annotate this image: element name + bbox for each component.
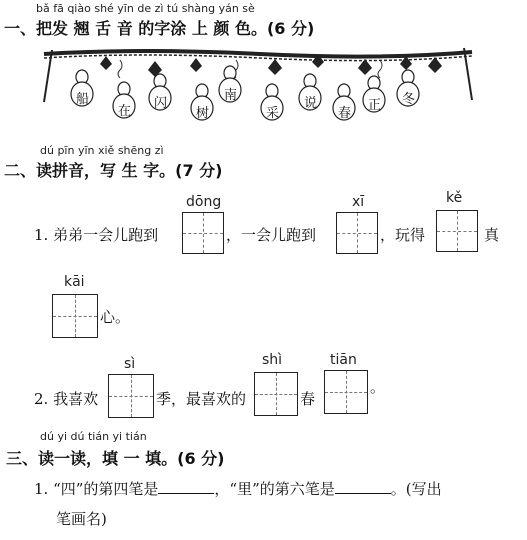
pinyin-tian: tiān: [330, 352, 357, 368]
pinyin-dong: dōng: [186, 194, 222, 210]
gourd-char[interactable]: 春: [338, 106, 352, 121]
gourd-char[interactable]: 闪: [154, 96, 168, 111]
q3-text-c: 。(写出: [390, 480, 442, 498]
pinyin-xi: xī: [352, 194, 365, 210]
pinyin-si: sì: [124, 356, 136, 372]
pinyin-kai: kāi: [64, 274, 85, 290]
q1-text-d: 真: [484, 226, 500, 244]
q3-text-d: 笔画名): [56, 510, 107, 528]
q3-text-a: 1. “四”的第四笔是: [34, 480, 159, 498]
tianzige-box[interactable]: [182, 212, 224, 254]
q2-text-b: 季，最喜欢的: [156, 390, 247, 408]
tianzige-box[interactable]: [52, 294, 98, 338]
q1-text-c: ，玩得: [380, 226, 426, 244]
tianzige-box[interactable]: [254, 372, 298, 416]
tianzige-box[interactable]: [324, 370, 368, 414]
tianzige-box[interactable]: [436, 210, 478, 252]
q2-text-a: 2. 我喜欢: [34, 390, 99, 408]
tianzige-box[interactable]: [336, 212, 378, 254]
q3-line1: [34, 478, 442, 499]
section3-title: 三、读一读，填 一 填。(6 分): [6, 449, 225, 468]
gourd-char[interactable]: 说: [304, 96, 318, 111]
gourd-char[interactable]: 船: [76, 92, 90, 107]
q2-text-c: 春: [300, 390, 316, 408]
section1-pinyin: bǎ fā qiào shé yīn de zì tú shàng yán sè: [36, 2, 255, 15]
gourd-char[interactable]: 采: [266, 106, 280, 121]
section2-title: 二、读拼音，写 生 字。(7 分): [4, 161, 223, 180]
gourd-char[interactable]: 冬: [402, 92, 416, 107]
pinyin-ke: kě: [446, 190, 463, 206]
q3-text-b: ，“里”的第六笔是: [214, 480, 335, 498]
gourd-char[interactable]: 正: [368, 98, 382, 113]
answer-blank[interactable]: [335, 479, 391, 494]
pinyin-shi: shì: [262, 352, 283, 368]
q1-text-a: 1. 弟弟一会儿跑到: [34, 226, 159, 244]
gourd-char[interactable]: 在: [118, 104, 132, 119]
gourd-vine-illustration: [40, 42, 480, 132]
q2-text-d: 。: [370, 378, 386, 396]
section2-pinyin: dú pīn yīn xiě shēng zì: [40, 144, 164, 157]
section1-title: 一、把发 翘 舌 音 的字涂 上 颜 色。(6 分): [4, 19, 315, 38]
q1-text-b: ，一会儿跑到: [226, 226, 317, 244]
answer-blank[interactable]: [158, 479, 214, 494]
q1-text-e: 心。: [100, 308, 131, 326]
tianzige-box[interactable]: [108, 374, 154, 418]
section3-pinyin: dú yi dú tián yi tián: [40, 430, 147, 443]
gourd-char[interactable]: 树: [196, 106, 210, 121]
gourd-char[interactable]: 南: [224, 88, 238, 103]
